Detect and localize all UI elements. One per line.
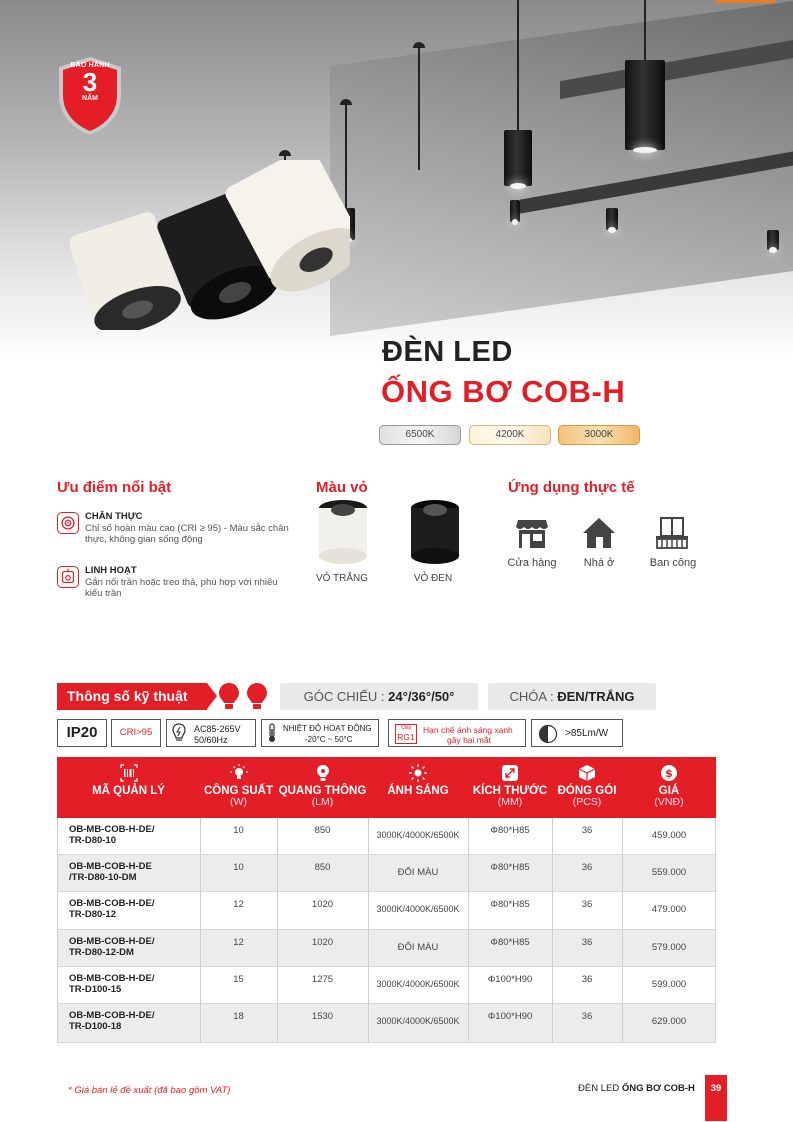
column-divider	[622, 818, 623, 1042]
table-row	[57, 855, 716, 892]
page-number: 39	[705, 1075, 727, 1121]
chip-rg1-badge	[395, 724, 417, 744]
color-temp-4200k: 4200K	[469, 425, 551, 445]
warranty-line1: BẢO HÀNH	[70, 62, 110, 69]
cell-code	[69, 1010, 197, 1032]
col-light-title: ÁNH SÁNG	[387, 785, 449, 797]
cell-price: 629.000	[651, 1016, 687, 1027]
reflector-label: CHÓA :	[509, 689, 558, 704]
cell-code-line1: OB-MB-COB-H-DE/	[69, 973, 155, 984]
column-divider	[468, 818, 469, 1042]
cell-code	[69, 936, 197, 958]
cell-lumen: 1020	[311, 899, 334, 910]
col-price-title: GIÁ	[658, 785, 680, 797]
cell-code-line1: OB-MB-COB-H-DE/	[69, 898, 155, 909]
cell-code-line2: /TR-D80-10-DM	[69, 872, 137, 883]
cell-size: Φ80*H85	[490, 825, 530, 836]
table-row	[57, 818, 716, 855]
cell-pack: 36	[581, 899, 593, 910]
operating-temp-box	[261, 719, 379, 747]
cell-code-line1: OB-MB-COB-H-DE/	[69, 824, 155, 835]
spec-heading: Thông số kỹ thuật	[57, 683, 207, 710]
col-price-unit: (VNĐ)	[654, 796, 684, 808]
cell-light: ĐỔI MÀU	[397, 942, 439, 953]
barcode-icon	[120, 764, 138, 782]
cell-size: Φ100*H90	[487, 974, 533, 985]
voltage-box	[166, 719, 256, 747]
column-divider	[715, 818, 716, 1042]
balcony-icon	[655, 516, 689, 550]
cell-light: 3000K/4000K/6500K	[376, 904, 460, 914]
store-icon	[515, 516, 549, 550]
feature-desc-flexible: Gắn nổi trần hoặc treo thả, phù hợp với nhiều kiểu trần	[85, 577, 278, 599]
col-header-size	[468, 757, 552, 818]
cell-pack: 36	[581, 825, 593, 836]
cell-price: 599.000	[651, 979, 687, 990]
color-temp-6500k: 6500K	[379, 425, 461, 445]
size-icon	[501, 764, 519, 782]
house-icon	[582, 516, 616, 550]
operating-temp-value: -20°C ~ 50°C	[305, 735, 353, 744]
applications-heading: Ứng dụng thực tế	[508, 479, 635, 496]
cell-light: ĐỔI MÀU	[397, 867, 439, 878]
color-temp-3000k: 3000K	[558, 425, 640, 445]
beam-angle-label: GÓC CHIẾU :	[303, 689, 389, 704]
col-header-light	[368, 757, 468, 818]
pendant-cord	[644, 0, 646, 60]
footer-prefix: ĐÈN LED	[578, 1083, 622, 1094]
cell-price: 459.000	[651, 830, 687, 841]
cell-code-line2: TR-D80-12	[69, 909, 116, 920]
chip-label: Chip	[400, 725, 412, 731]
cell-code-line2: TR-D100-18	[69, 1021, 122, 1032]
cell-lumen: 1530	[311, 1011, 334, 1022]
price-footnote: * Giá bán lẻ đề xuất (đã bao gồm VAT)	[68, 1085, 231, 1096]
store-label: Cửa hàng	[507, 557, 557, 569]
col-lumen-title: QUANG THÔNG	[278, 785, 367, 797]
cell-code-line1: OB-MB-COB-H-DE	[69, 861, 152, 872]
bulb-icon	[230, 764, 248, 782]
table-row	[57, 930, 716, 967]
table-row	[57, 967, 716, 1004]
cell-light: 3000K/4000K/6500K	[376, 1016, 460, 1026]
col-power-unit: (W)	[230, 796, 247, 808]
lumen-icon	[314, 764, 332, 782]
pendant-lamp	[625, 60, 665, 150]
column-divider	[200, 818, 201, 1042]
frequency: 50/60Hz	[194, 735, 228, 745]
features-heading: Ưu điểm nổi bật	[57, 479, 172, 496]
pendant-lamp	[504, 130, 532, 186]
table-row	[57, 892, 716, 930]
column-divider	[552, 818, 553, 1042]
cell-price: 579.000	[651, 942, 687, 953]
cell-power: 12	[233, 937, 244, 948]
feature-title-authentic: CHÂN THỰC	[85, 511, 143, 522]
chip-rg1: RG1	[397, 732, 415, 742]
product-title-line2: ỐNG BƠ COB-H	[381, 374, 626, 409]
col-size-title: KÍCH THƯỚC	[472, 785, 548, 797]
cell-power: 12	[233, 899, 244, 910]
table-row	[57, 1004, 716, 1043]
col-size-unit: (MM)	[497, 796, 523, 808]
cell-lumen: 1275	[311, 974, 334, 985]
cell-code	[69, 973, 197, 995]
warranty-years: 3	[82, 67, 98, 97]
column-divider	[277, 818, 278, 1042]
cell-code-line2: TR-D80-12-DM	[69, 947, 134, 958]
cell-size: Φ80*H85	[490, 899, 530, 910]
cell-code-line2: TR-D80-10	[69, 835, 116, 846]
efficacy-icon	[538, 724, 558, 744]
cell-price: 479.000	[651, 904, 687, 915]
cri-rating: CRI>95	[111, 719, 161, 747]
cell-size: Φ100*H90	[487, 1011, 533, 1022]
column-divider	[368, 818, 369, 1042]
cell-size: Φ80*H85	[490, 937, 530, 948]
cell-pack: 36	[581, 974, 593, 985]
thermometer-icon	[267, 723, 277, 743]
cell-pack: 36	[581, 862, 593, 873]
cell-power: 18	[233, 1011, 244, 1022]
reflector-box	[488, 683, 656, 710]
blue-light-line2: gây hại mắt	[447, 735, 491, 745]
col-header-pack	[552, 757, 622, 818]
cell-code	[69, 898, 197, 920]
product-photo	[70, 160, 350, 330]
warranty-badge	[55, 62, 125, 102]
target-icon	[57, 512, 79, 534]
column-divider	[57, 818, 58, 1042]
efficacy-value: >85Lm/W	[565, 728, 609, 739]
black-shell-photo	[405, 498, 465, 568]
cell-lumen: 1020	[311, 937, 334, 948]
cell-light: 3000K/4000K/6500K	[376, 979, 460, 989]
black-shell-label: VỎ ĐEN	[413, 573, 453, 584]
blue-light-line1: Hạn chế ánh sáng xanh	[423, 725, 513, 735]
cell-pack: 36	[581, 937, 593, 948]
cell-light: 3000K/4000K/6500K	[376, 830, 460, 840]
col-header-power	[200, 757, 277, 818]
cell-size: Φ80*H85	[490, 862, 530, 873]
white-shell-photo	[313, 498, 373, 568]
cell-code-line1: OB-MB-COB-H-DE/	[69, 936, 155, 947]
warranty-line2: NĂM	[82, 95, 98, 102]
col-header-code	[57, 757, 200, 818]
pendant-lamp	[510, 200, 520, 222]
col-lumen-unit: (LM)	[311, 796, 334, 808]
white-shell-label: VỎ TRẮNG	[315, 573, 369, 584]
cell-code-line1: OB-MB-COB-H-DE/	[69, 1010, 155, 1021]
cell-code-line2: TR-D100-15	[69, 984, 122, 995]
beam-angle-value: 24°/36°/50°	[388, 689, 455, 704]
cell-code	[69, 824, 197, 846]
svg-text:$: $	[665, 767, 673, 780]
beam-angle-box	[280, 683, 478, 710]
operating-temp-label: NHIỆT ĐỘ HOẠT ĐỘNG	[283, 724, 372, 733]
col-pack-unit: (PCS)	[572, 796, 602, 808]
shell-heading: Màu vỏ	[316, 479, 368, 496]
bulb-pair-icon	[218, 681, 270, 711]
feature-desc-authentic: Chỉ số hoàn màu cao (CRI ≥ 95) - Màu sắc chân thực, không gian sống động	[85, 523, 289, 545]
pendant-lamp	[767, 230, 779, 250]
house-label: Nhà ở	[583, 557, 615, 569]
col-header-lumen	[277, 757, 368, 818]
cell-pack: 36	[581, 1011, 593, 1022]
cell-power: 15	[233, 974, 244, 985]
col-power-title: CÔNG SUẤT	[204, 785, 273, 797]
cell-code	[69, 861, 197, 883]
top-accent-bar	[715, 0, 775, 3]
balcony-label: Ban công	[649, 557, 697, 569]
cell-power: 10	[233, 862, 244, 873]
sun-icon	[409, 764, 427, 782]
ip-rating: IP20	[57, 719, 107, 747]
product-title-line1: ĐÈN LED	[382, 336, 513, 368]
bolt-bulb-icon	[172, 723, 186, 743]
footer-section	[578, 1083, 695, 1094]
footer-product: ỐNG BƠ COB-H	[621, 1083, 695, 1094]
efficacy-box	[531, 719, 623, 747]
col-header-price	[622, 757, 716, 818]
pendant-cord	[517, 0, 519, 132]
feature-title-flexible: LINH HOẠT	[85, 565, 137, 576]
pendant-lamp	[606, 208, 618, 230]
pendant-cord	[418, 46, 420, 170]
col-code-title: MÃ QUẢN LÝ	[92, 785, 165, 797]
mount-icon	[57, 566, 79, 588]
reflector-value: ĐEN/TRẮNG	[557, 689, 635, 704]
cell-power: 10	[233, 825, 244, 836]
voltage-range: AC85-265V	[194, 724, 241, 734]
cell-price: 559.000	[651, 867, 687, 878]
blue-light-box	[388, 719, 526, 747]
col-pack-title: ĐÓNG GÓI	[557, 785, 617, 797]
cell-lumen: 850	[314, 825, 331, 836]
price-icon	[660, 764, 678, 782]
box-icon	[578, 764, 596, 782]
cell-lumen: 850	[314, 862, 331, 873]
